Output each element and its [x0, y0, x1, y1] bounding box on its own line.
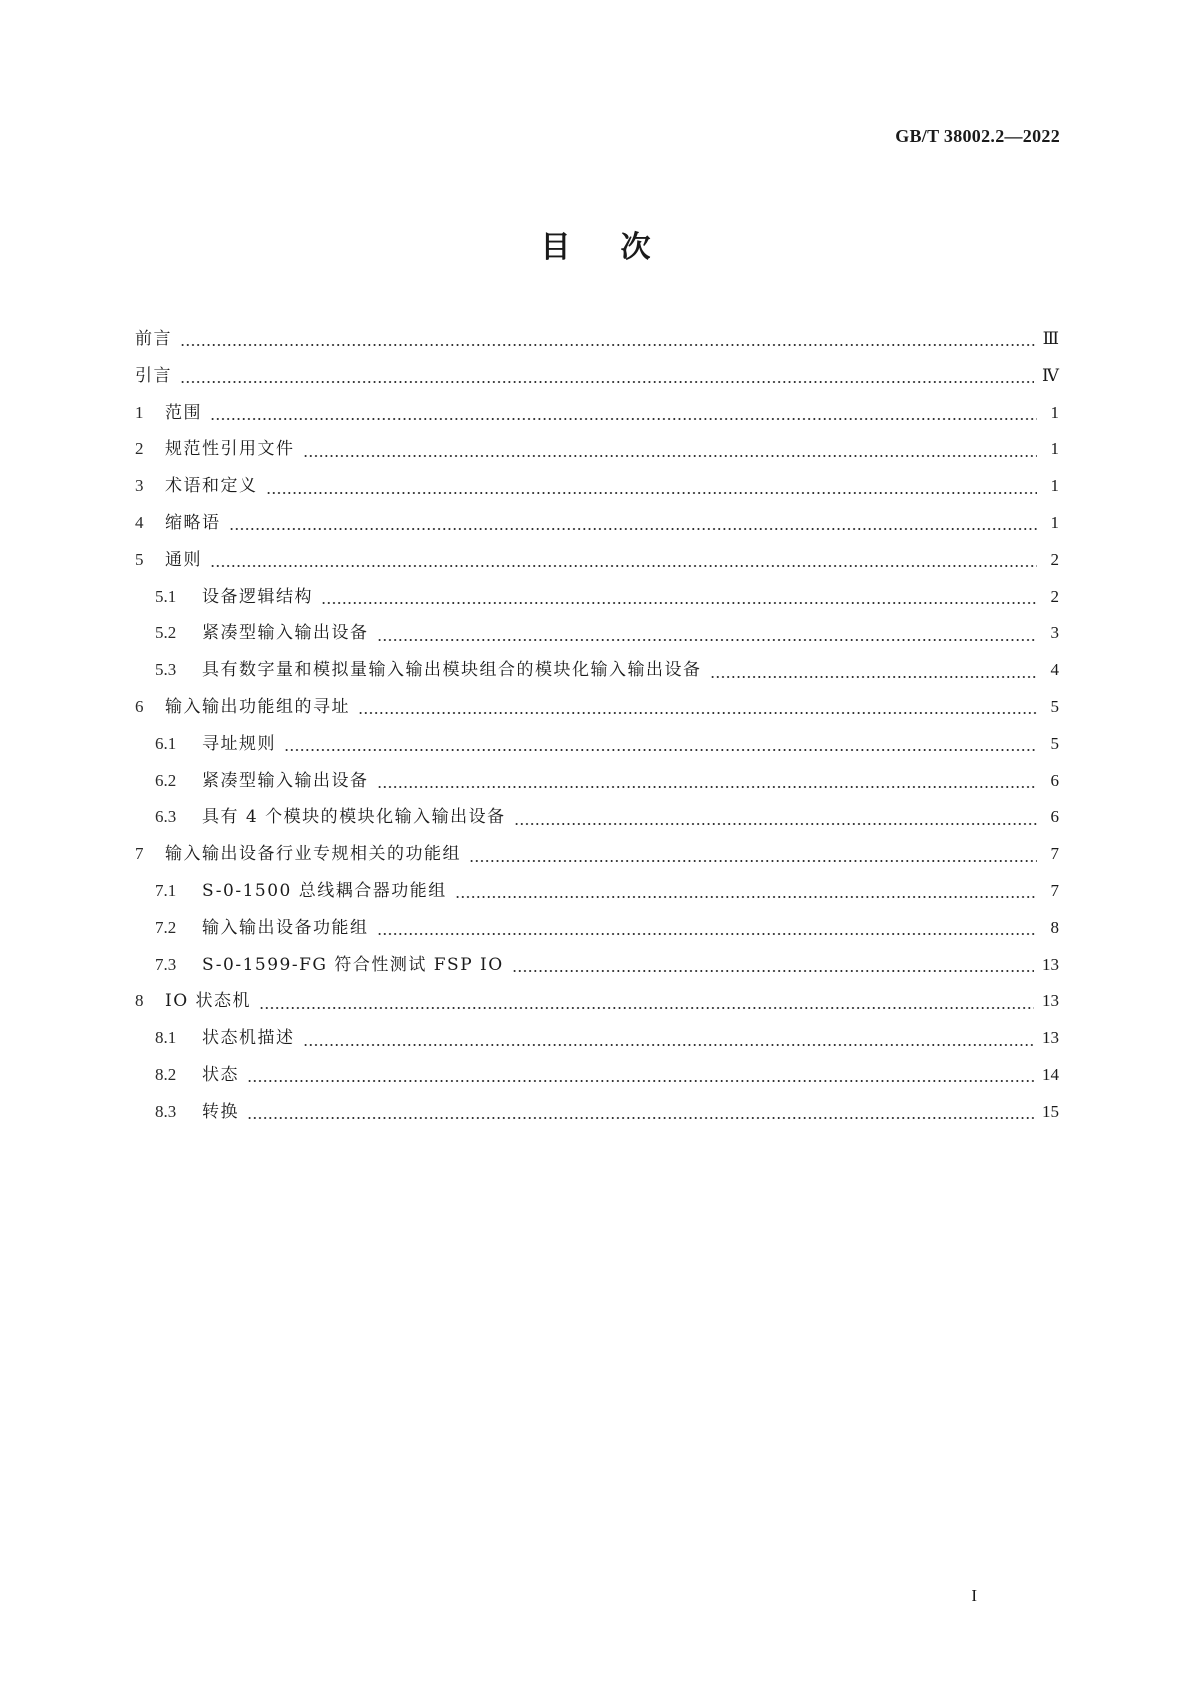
- toc-entry[interactable]: [135, 508, 1059, 545]
- toc-entry-number: 6.1: [155, 733, 177, 753]
- toc-entry-number: 8: [135, 991, 144, 1011]
- table-of-contents: [135, 324, 1059, 1134]
- toc-entry-title[interactable]: 缩略语: [165, 512, 221, 533]
- toc-entry[interactable]: [135, 802, 1059, 839]
- toc-entry[interactable]: [135, 1097, 1059, 1134]
- toc-entry[interactable]: [135, 986, 1059, 1023]
- toc-entry[interactable]: [135, 766, 1059, 803]
- toc-entry-page[interactable]: 8: [1050, 917, 1059, 937]
- toc-entry-title[interactable]: 紧凑型输入输出设备: [202, 770, 369, 791]
- toc-entry[interactable]: [135, 692, 1059, 729]
- toc-entry[interactable]: [135, 839, 1059, 876]
- toc-entry-page[interactable]: 1: [1050, 402, 1059, 422]
- toc-entry[interactable]: [135, 471, 1059, 508]
- toc-dot-leader: [259, 1003, 1034, 1013]
- toc-entry-page[interactable]: 3: [1050, 623, 1059, 643]
- toc-entry-page[interactable]: 13: [1042, 991, 1059, 1011]
- toc-dot-leader: [247, 1113, 1034, 1123]
- toc-entry-title[interactable]: 范围: [165, 402, 202, 423]
- toc-dot-leader: [303, 1040, 1035, 1050]
- toc-entry-number: 4: [135, 512, 144, 532]
- page-number: I: [971, 1586, 977, 1605]
- toc-entry[interactable]: [135, 434, 1059, 471]
- toc-entry-page[interactable]: 1: [1050, 439, 1059, 459]
- toc-entry-number: 7.3: [155, 954, 177, 974]
- toc-entry-page[interactable]: 7: [1050, 844, 1059, 864]
- toc-dot-leader: [358, 708, 1037, 718]
- toc-entry[interactable]: [135, 398, 1059, 435]
- toc-entry-number: 1: [135, 402, 144, 422]
- toc-dot-leader: [303, 451, 1038, 461]
- toc-entry-title[interactable]: S-0-1500 总线耦合器功能组: [202, 880, 447, 901]
- toc-entry-title[interactable]: 状态机描述: [202, 1028, 295, 1049]
- page-title: 目次: [540, 230, 701, 265]
- toc-entry-number: 5.2: [155, 623, 177, 643]
- toc-entry-title[interactable]: 紧凑型输入输出设备: [202, 623, 369, 644]
- toc-entry-title[interactable]: 具有 4 个模块的模块化输入输出设备: [202, 807, 506, 828]
- toc-entry-page[interactable]: 5: [1050, 696, 1059, 716]
- toc-dot-leader: [210, 414, 1037, 424]
- toc-entry-title[interactable]: 引言: [135, 365, 172, 386]
- toc-entry-number: 8.3: [155, 1101, 177, 1121]
- toc-entry-title[interactable]: 设备逻辑结构: [202, 586, 313, 607]
- toc-entry-number: 8.1: [155, 1028, 177, 1048]
- toc-entry[interactable]: [135, 324, 1059, 361]
- toc-entry-title[interactable]: 输入输出设备功能组: [202, 917, 369, 938]
- toc-entry-title[interactable]: 转换: [202, 1101, 239, 1122]
- toc-entry-page[interactable]: 13: [1042, 954, 1059, 974]
- toc-entry-number: 3: [135, 476, 144, 496]
- toc-entry-title[interactable]: 通则: [165, 549, 202, 570]
- toc-entry-title[interactable]: 前言: [135, 329, 172, 349]
- toc-entry-title[interactable]: IO 状态机: [165, 991, 252, 1012]
- toc-entry-title[interactable]: 规范性引用文件: [165, 439, 295, 460]
- toc-dot-leader: [180, 377, 1034, 387]
- toc-entry-number: 7.1: [155, 880, 177, 900]
- toc-dot-leader: [180, 340, 1035, 350]
- toc-entry[interactable]: [135, 729, 1059, 766]
- toc-entry-page[interactable]: 14: [1042, 1064, 1059, 1084]
- toc-entry[interactable]: [135, 913, 1059, 950]
- toc-entry[interactable]: [135, 545, 1059, 582]
- toc-entry[interactable]: [135, 582, 1059, 619]
- toc-entry-page[interactable]: 1: [1050, 512, 1059, 532]
- toc-dot-leader: [266, 488, 1038, 498]
- toc-entry-page[interactable]: 2: [1050, 586, 1059, 606]
- toc-entry-number: 2: [135, 439, 144, 459]
- toc-dot-leader: [229, 524, 1038, 534]
- toc-dot-leader: [514, 819, 1037, 829]
- toc-entry[interactable]: [135, 1060, 1059, 1097]
- toc-entry-page[interactable]: 15: [1042, 1101, 1059, 1121]
- toc-entry-page[interactable]: 6: [1050, 807, 1059, 827]
- toc-dot-leader: [247, 1076, 1034, 1086]
- toc-entry-page[interactable]: 6: [1050, 770, 1059, 790]
- toc-entry-number: 5: [135, 549, 144, 569]
- toc-entry[interactable]: [135, 950, 1059, 987]
- toc-dot-leader: [455, 892, 1037, 902]
- toc-entry-page[interactable]: Ⅳ: [1042, 365, 1059, 385]
- toc-entry-title[interactable]: 输入输出功能组的寻址: [165, 696, 350, 717]
- toc-dot-leader: [710, 672, 1038, 682]
- toc-entry-number: 5.1: [155, 586, 177, 606]
- toc-entry-number: 8.2: [155, 1064, 177, 1084]
- toc-entry[interactable]: [135, 876, 1059, 913]
- toc-entry-number: 6: [135, 696, 144, 716]
- toc-entry[interactable]: [135, 655, 1059, 692]
- toc-dot-leader: [512, 966, 1034, 976]
- toc-entry[interactable]: [135, 618, 1059, 655]
- toc-entry-title[interactable]: S-0-1599-FG 符合性测试 FSP IO: [202, 954, 504, 975]
- toc-entry-title[interactable]: 寻址规则: [202, 733, 276, 754]
- toc-entry-page[interactable]: Ⅲ: [1042, 329, 1059, 348]
- toc-entry-title[interactable]: 术语和定义: [165, 476, 258, 497]
- toc-dot-leader: [377, 782, 1038, 792]
- standard-number: GB/T 38002.2—2022: [895, 126, 1060, 146]
- toc-entry-page[interactable]: 5: [1050, 733, 1059, 753]
- toc-dot-leader: [469, 856, 1037, 866]
- toc-dot-leader: [377, 929, 1038, 939]
- toc-entry-number: 5.3: [155, 660, 177, 680]
- toc-entry-page[interactable]: 1: [1050, 476, 1059, 496]
- toc-entry-title[interactable]: 具有数字量和模拟量输入输出模块组合的模块化输入输出设备: [202, 660, 702, 681]
- toc-entry-page[interactable]: 2: [1050, 549, 1059, 569]
- toc-dot-leader: [321, 598, 1037, 608]
- toc-entry-number: 7: [135, 844, 144, 864]
- toc-entry-page[interactable]: 4: [1050, 660, 1059, 680]
- toc-entry-number: 7.2: [155, 917, 177, 937]
- toc-entry-title[interactable]: 输入输出设备行业专规相关的功能组: [165, 844, 461, 865]
- toc-entry[interactable]: [135, 361, 1059, 398]
- toc-entry-page[interactable]: 7: [1050, 880, 1059, 900]
- toc-entry-number: 6.2: [155, 770, 177, 790]
- toc-entry-number: 6.3: [155, 807, 177, 827]
- toc-dot-leader: [377, 635, 1038, 645]
- toc-dot-leader: [210, 561, 1037, 571]
- toc-entry-title[interactable]: 状态: [202, 1064, 239, 1085]
- toc-dot-leader: [284, 745, 1037, 755]
- toc-entry-page[interactable]: 13: [1042, 1028, 1059, 1048]
- toc-entry[interactable]: [135, 1023, 1059, 1060]
